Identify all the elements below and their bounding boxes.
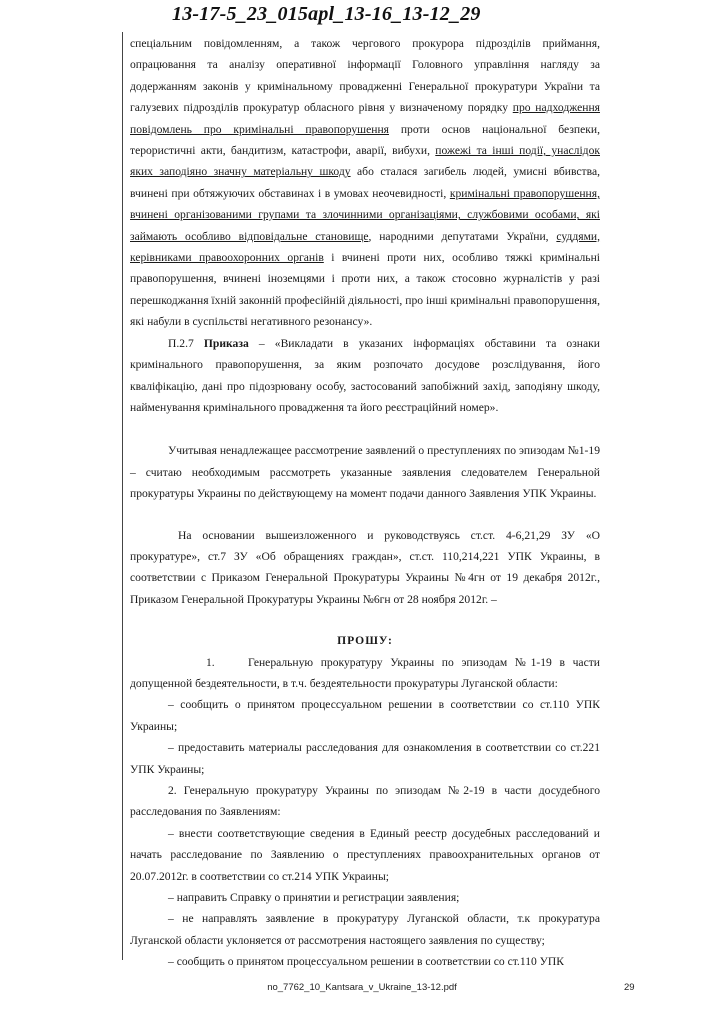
request-item-2c: – не направлять заявление в прокуратуру Луганской области, т.к прокуратура Луганской области уклоняется от рассмотрения настоящего заявления по существу; — [130, 912, 600, 947]
page-number: 29 — [624, 982, 635, 993]
bold-term: Приказа — [203, 336, 249, 350]
text-run: – «Викладати в указаних інформаціях обставини та ознаки кримінального правопорушення, за яким розпочато досудове розслідування, його кваліфікацію, дані про підозрювану особу, застосований запобіжний захід, заподіяну шкоду, найменування кримінального провадження та його реєстраційний номер». — [130, 336, 600, 414]
paragraph-order-clause — [130, 333, 600, 419]
request-item-2b: – направить Справку о принятии и регистрации заявления; — [168, 891, 460, 905]
text-run: проти основ національної безпеки, терористичні акти, бандитизм, катастрофи, аварії, вибухи, — [130, 122, 600, 158]
request-item-2: 2. Генеральную прокуратуру Украины по эпизодам №2-19 в части досудебного расследования по Заявлениям: — [130, 784, 600, 819]
underlined-text: кримінальні правопорушення, вчинені організованими групами та злочинними організаціями, службовими особами, які займають особливо відповідальне становище — [130, 186, 600, 243]
request-item-2d: – сообщить о принятом процессуальном решении в соответствии со ст.110 УПК — [168, 955, 564, 969]
request-item-1b: – предоставить материалы расследования для ознакомления в соответствии со ст.221 УПК Украины; — [130, 741, 600, 776]
spacer — [130, 505, 600, 525]
item-number: 1. — [206, 655, 215, 669]
document-header-code: 13-17-5_23_015apl_13-16_13-12_29 — [172, 3, 481, 25]
paragraph-consideration: Учитывая ненадлежащее рассмотрение заявлений о преступлениях по эпизодам №1-19 – считаю необходимым рассмотреть указанные заявления следователем Генеральной прокуратуры Украины по действующему на момент подачи данного Заявления УПК Украины. — [130, 444, 600, 501]
text-run: П.2.7 — [168, 336, 204, 350]
text-run: і вчинені проти них, особливо тяжкі кримінальні правопорушення, вчинені іноземцями і проти них, а також стосовно журналістів у разі перешкоджання їхній законній професійній діяльності, про інші кримінальні правопорушення, які набули в суспільстві негативного резонансу». — [130, 251, 601, 329]
footer-filename: no_7762_10_Kantsara_v_Ukraine_13-12.pdf — [267, 982, 457, 993]
margin-line — [122, 32, 123, 960]
spacer — [130, 418, 600, 440]
request-item-1a: – сообщить о принятом процессуальном решении в соответствии со ст.110 УПК Украины; — [130, 698, 600, 733]
paragraph-notification-rules — [130, 33, 600, 333]
underlined-text: суддями, керівниками правоохоронних органів — [130, 229, 601, 265]
text-run: спеціальним повідомленням, а також чергового прокурора підрозділів приймання, опрацювання та аналізу оперативної інформації Головного управління нагляду за додержанням законів у кримінальному провадженні Генеральної прокуратури України та галузевих підрозділів прокуратур обласного рівня у визначеному порядку — [130, 37, 600, 115]
text-run: Генеральную прокуратуру Украины по эпизодам №1-19 в части допущенной бездеятельности, в т.ч. бездеятельности прокуратуры Луганской области: — [130, 655, 600, 690]
request-item-2a: – внести соответствующие сведения в Единый реестр досудебных расследований и начать расследование по Заявлению о преступлениях правоохранительных органов от 20.07.2012г. в соответствии со ст.214 УПК Украины; — [130, 826, 600, 883]
text-run: або сталася загибель людей, умисні вбивства, вчинені при обтяжуючих обставинах і в умовах неочевидності, — [130, 165, 600, 200]
paragraph-legal-basis: На основании вышеизложенного и руководствуясь ст.ст. 4-6,21,29 ЗУ «О прокуратуре», ст.7 ЗУ «Об обращениях граждан», ст.ст. 110,214,221 УПК Украины, в соответствии с Приказом Генеральной Прокуратуры Украины №4гн от 19 декабря 2012г., Приказом Генеральной Прокуратуры Украины №6гн от 28 ноября 2012г. – — [130, 528, 600, 606]
text-run: , народними депутатами України, — [368, 229, 557, 243]
spacer — [130, 610, 600, 630]
underlined-text: пожежі та інші події, унаслідок яких заподіяно значну матеріальну шкоду — [130, 144, 600, 179]
request-item-1 — [130, 652, 600, 695]
document-body — [130, 33, 600, 973]
request-title: ПРОШУ: — [337, 634, 393, 648]
underlined-text: про надходження повідомлень про кримінальні правопорушення — [130, 101, 600, 136]
